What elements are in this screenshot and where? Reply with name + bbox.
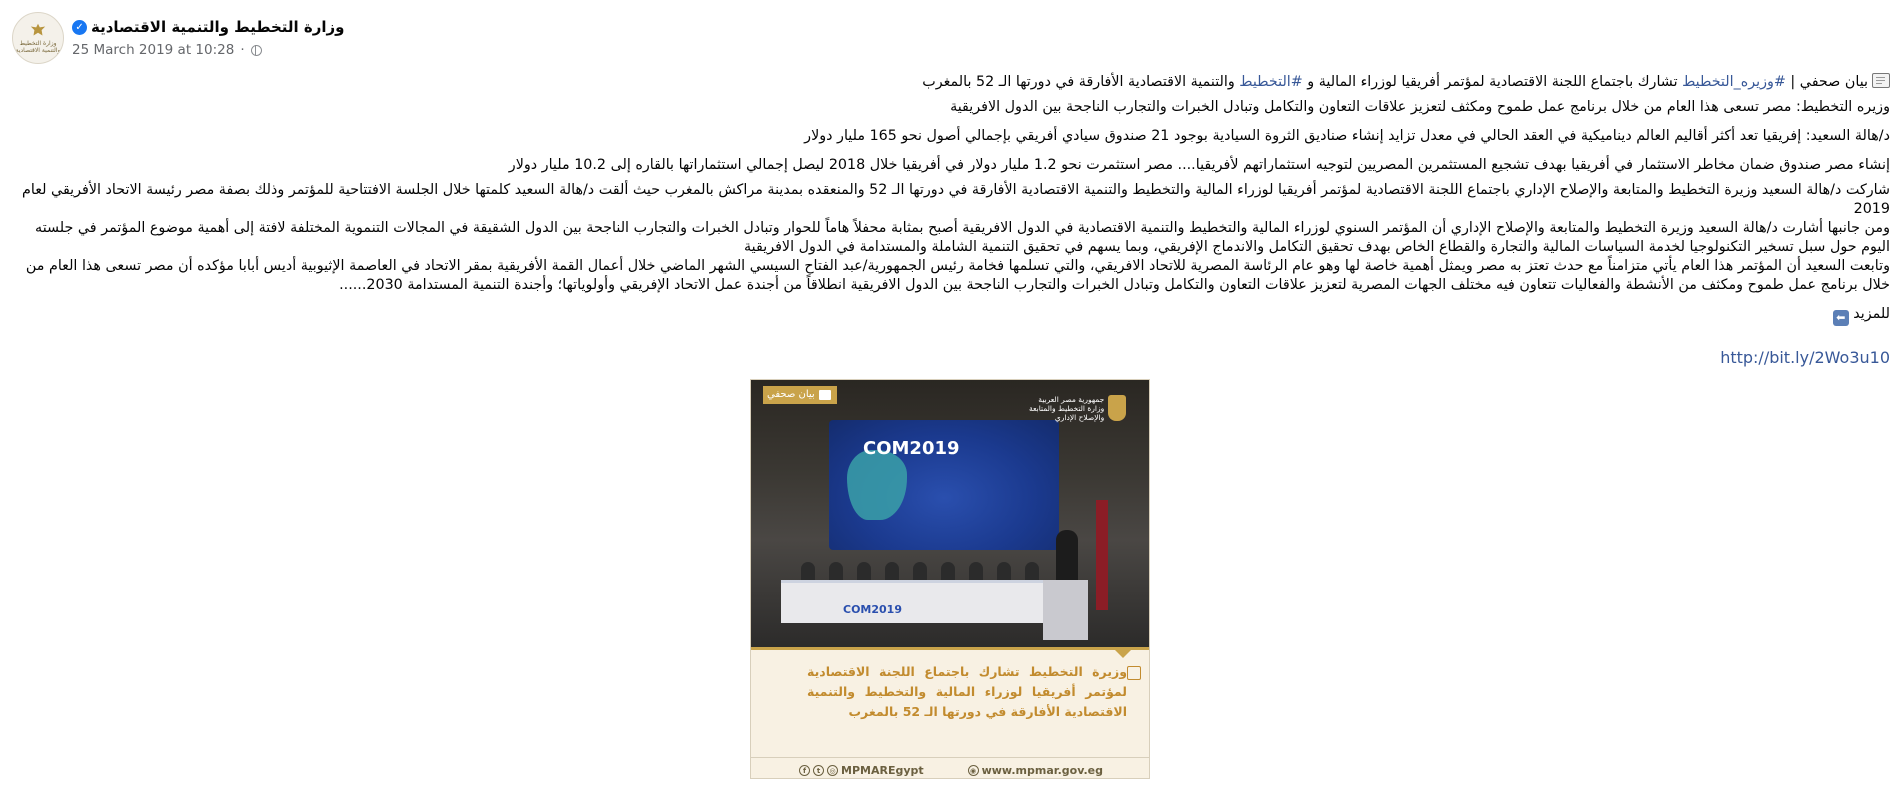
arrow-left-icon: ⬅ <box>1833 310 1849 326</box>
read-more-line <box>10 305 1890 326</box>
page-name[interactable]: وزارة التخطيط والتنمية الاقتصادية <box>91 18 345 36</box>
line1-mid: تشارك باجتماع اللجنة الاقتصادية لمؤتمر أفريقيا لوزراء المالية و <box>1302 74 1683 90</box>
footer-social-handle: MPMAREgypt <box>841 764 924 777</box>
verified-badge-icon: ✓ <box>72 20 87 35</box>
post-line-4: إنشاء مصر صندوق ضمان مخاطر الاستثمار في أفريقيا بهدف تشجيع المستثمرين المصريين لتوجيه استثماراتهم لأفريقيا.... مصر استثمرت نحو 1.2 مليار دولار في أفريقيا خلال 2018 ليصل إجمالي استثماراتها بالقاره إلى 10.2 مليار دولار <box>508 157 1890 173</box>
page-name-row <box>72 18 344 36</box>
globe-icon[interactable] <box>251 45 262 56</box>
post-link[interactable]: http://bit.ly/2Wo3u10 <box>1720 348 1890 367</box>
footer-social <box>799 764 924 777</box>
logo-line-3: والإصلاح الإداري <box>1054 412 1105 422</box>
post-meta <box>72 42 262 58</box>
line1-prefix: بيان صحفي | <box>1785 74 1868 90</box>
avatar-caption: وزارة التخطيط والتنمية الاقتصادية <box>15 40 61 54</box>
post-image[interactable] <box>750 379 1150 779</box>
panel-table <box>781 580 1081 623</box>
hashtag-link-1[interactable]: #وزيره_التخطيط <box>1682 74 1786 90</box>
logo-line-1: جمهورية مصر العربية <box>1038 394 1105 404</box>
ministry-eagle-icon <box>1108 395 1126 421</box>
image-caption-area <box>751 647 1150 779</box>
twitter-icon: t <box>813 765 824 776</box>
conference-photo <box>751 380 1150 647</box>
flag <box>1096 500 1108 610</box>
facebook-icon: f <box>799 765 810 776</box>
timestamp[interactable]: 25 March 2019 at 10:28 <box>72 42 235 58</box>
instagram-icon: ◎ <box>827 765 838 776</box>
post-paragraph-2: ومن جانبها أشارت د/هالة السعيد وزيرة التخطيط والمتابعة والإصلاح الإداري أن المؤتمر السنوي لوزراء المالية والتخطيط والتنمية الاقتصادية في الدول الافريقية أصبح بمثابة محفلاً هاماً للحوار وتبادل الخبرات والتجارب الناجحة بين الدول الشقيقة في المجالات التنموية المختلفة لافتة إلى أهمية موضوع المؤتمر في جلسته اليوم حول سبل تسخير التكنولوجيا لخدمة السياسات المالية والتجارة والقطاع الخاص بهدف تحقيق التكامل والاندماج الإفريقي، وبما يسهم في تحقيق التنمية الشاملة والمستدامة في الدول الافريقية <box>35 220 1890 255</box>
footer-site-url: www.mpmar.gov.eg <box>981 764 1103 777</box>
avatar[interactable] <box>12 12 64 64</box>
image-footer <box>751 757 1150 779</box>
image-caption: وزيرة التخطيط تشارك باجتماع اللجنة الاقتصادية لمؤتمر أفريقيا لوزراء المالية والتخطيط والتنمية الاقتصادية الأفارقة في دورتها الـ 52 بالمغرب <box>807 664 1127 719</box>
post-line-3: د/هالة السعيد: إفريقيا تعد أكثر أقاليم العالم ديناميكية في العقد الحالي في معدل تزايد إنشاء صناديق الثروة السيادية بوجود 21 صندوق سيادي أفريقي بإجمالي أصول نحو 165 مليار دولار <box>804 128 1890 144</box>
logo-line-2: وزارة التخطيط والمتابعة <box>1029 403 1105 413</box>
post-line-1 <box>10 73 1890 92</box>
screen-title: COM2019 <box>863 438 960 459</box>
post-paragraph-1: شاركت د/هالة السعيد وزيرة التخطيط والمتابعة والإصلاح الإداري باجتماع اللجنة الاقتصادية لمؤتمر أفريقيا لوزراء المالية والتخطيط والتنمية الاقتصادية الأفارقة في دورتها الـ 52 والمنعقده بمدينة مراكش بالمغرب حيث ألقت د/هالة السعيد كلمتها خلال الجلسة الافتتاحية للمؤتمر وذلك بصفة مصر رئيسة الاتحاد الأفريقي لعام 2019 <box>22 182 1890 217</box>
post-text <box>10 73 1890 326</box>
line1-end: والتنمية الاقتصادية الأفارقة في دورتها الـ 52 بالمغرب <box>922 74 1240 90</box>
hashtag-link-2[interactable]: #التخطيط <box>1239 74 1303 90</box>
ministry-logo-text <box>1029 395 1104 422</box>
caption-news-icon <box>1127 666 1141 680</box>
news-mini-icon <box>819 390 831 400</box>
read-more-label: للمزيد <box>1853 306 1890 322</box>
podium <box>1043 580 1088 640</box>
statement-badge <box>763 386 837 404</box>
post-line-2: وزيره التخطيط: مصر تسعى هذا العام من خلال برنامج عمل طموح ومكثف لتعزيز علاقات التعاون والتكامل وتبادل الخبرات والتجارب الناجحة بين الدول الافريقية <box>950 99 1890 115</box>
caption-notch <box>1115 650 1131 658</box>
meta-separator: · <box>240 42 245 58</box>
table-logo: COM2019 <box>843 603 902 616</box>
post-paragraph-3: وتابعت السعيد أن المؤتمر هذا العام يأتي متزامناً مع حدث تعتز به مصر ويمثل أهمية خاصة لها وهو عام الرئاسة المصرية للاتحاد الافريقي، والتي تسلمها فخامة رئيس الجمهورية/عبد الفتاح السيسي الشهر الماضي خلال أعمال القمة الأفريقية بمقر الاتحاد في العاصمة الإثيوبية أديس أبابا مؤكده أن مصر تسعى هذا العام من خلال برنامج عمل طموح ومكثف من الأنشطة والفعاليات تتعاون فيه مختلف الجهات المصرية لتعزيز علاقات التعاون والتكامل وتبادل الخبرات والتجارب الناجحة بين الدول الافريقية انطلاقاً من أجندة عمل الاتحاد الإفريقي وأولوياتها؛ وأجندة التنمية المستدامة 2030...... <box>25 258 1890 293</box>
newspaper-icon <box>1872 73 1890 88</box>
eagle-emblem-icon <box>29 22 47 40</box>
footer-website <box>968 764 1103 777</box>
statement-badge-label: بيان صحفي <box>767 389 815 400</box>
web-icon: ◉ <box>968 765 979 776</box>
ministry-logo <box>1029 388 1141 428</box>
